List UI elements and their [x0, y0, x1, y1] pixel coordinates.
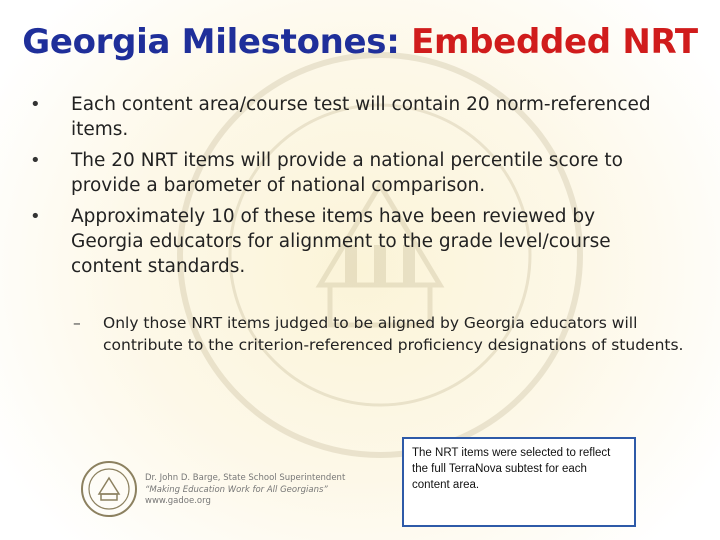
bullet-dot-icon: •	[30, 94, 41, 115]
page-title	[0, 22, 720, 62]
dash-icon: –	[73, 314, 81, 332]
bullet-item	[30, 92, 670, 142]
title-part-georgia-milestones: Georgia Milestones:	[22, 22, 400, 62]
note-callout: The NRT items were selected to reflect the full TerraNova subtest for each content area.	[402, 437, 636, 527]
sub-bullet	[73, 312, 693, 356]
footer-slogan: “Making Education Work for All Georgians”	[145, 484, 328, 495]
bullet-item	[30, 204, 670, 279]
bullet-text: Approximately 10 of these items have been reviewed by Georgia educators for alignment to the grade level/course content standards.	[71, 206, 611, 277]
bullet-dot-icon: •	[30, 150, 41, 171]
bullet-text: The 20 NRT items will provide a national percentile score to provide a barometer of national comparison.	[71, 150, 623, 196]
footer-website: www.gadoe.org	[145, 496, 211, 506]
department-of-education-logo-icon	[80, 460, 138, 518]
bullet-dot-icon: •	[30, 206, 41, 227]
footer-credits	[145, 473, 345, 508]
sub-bullet-text: Only those NRT items judged to be aligned by Georgia educators will contribute to the criterion-referenced proficiency designations of students.	[103, 314, 684, 354]
title-part-embedded-nrt: Embedded NRT	[411, 22, 698, 62]
bullet-text: Each content area/course test will contain 20 norm-referenced items.	[71, 94, 651, 140]
footer-superintendent: Dr. John D. Barge, State School Superintendent	[145, 473, 346, 483]
bullet-item	[30, 148, 670, 198]
bullet-list	[30, 92, 670, 285]
